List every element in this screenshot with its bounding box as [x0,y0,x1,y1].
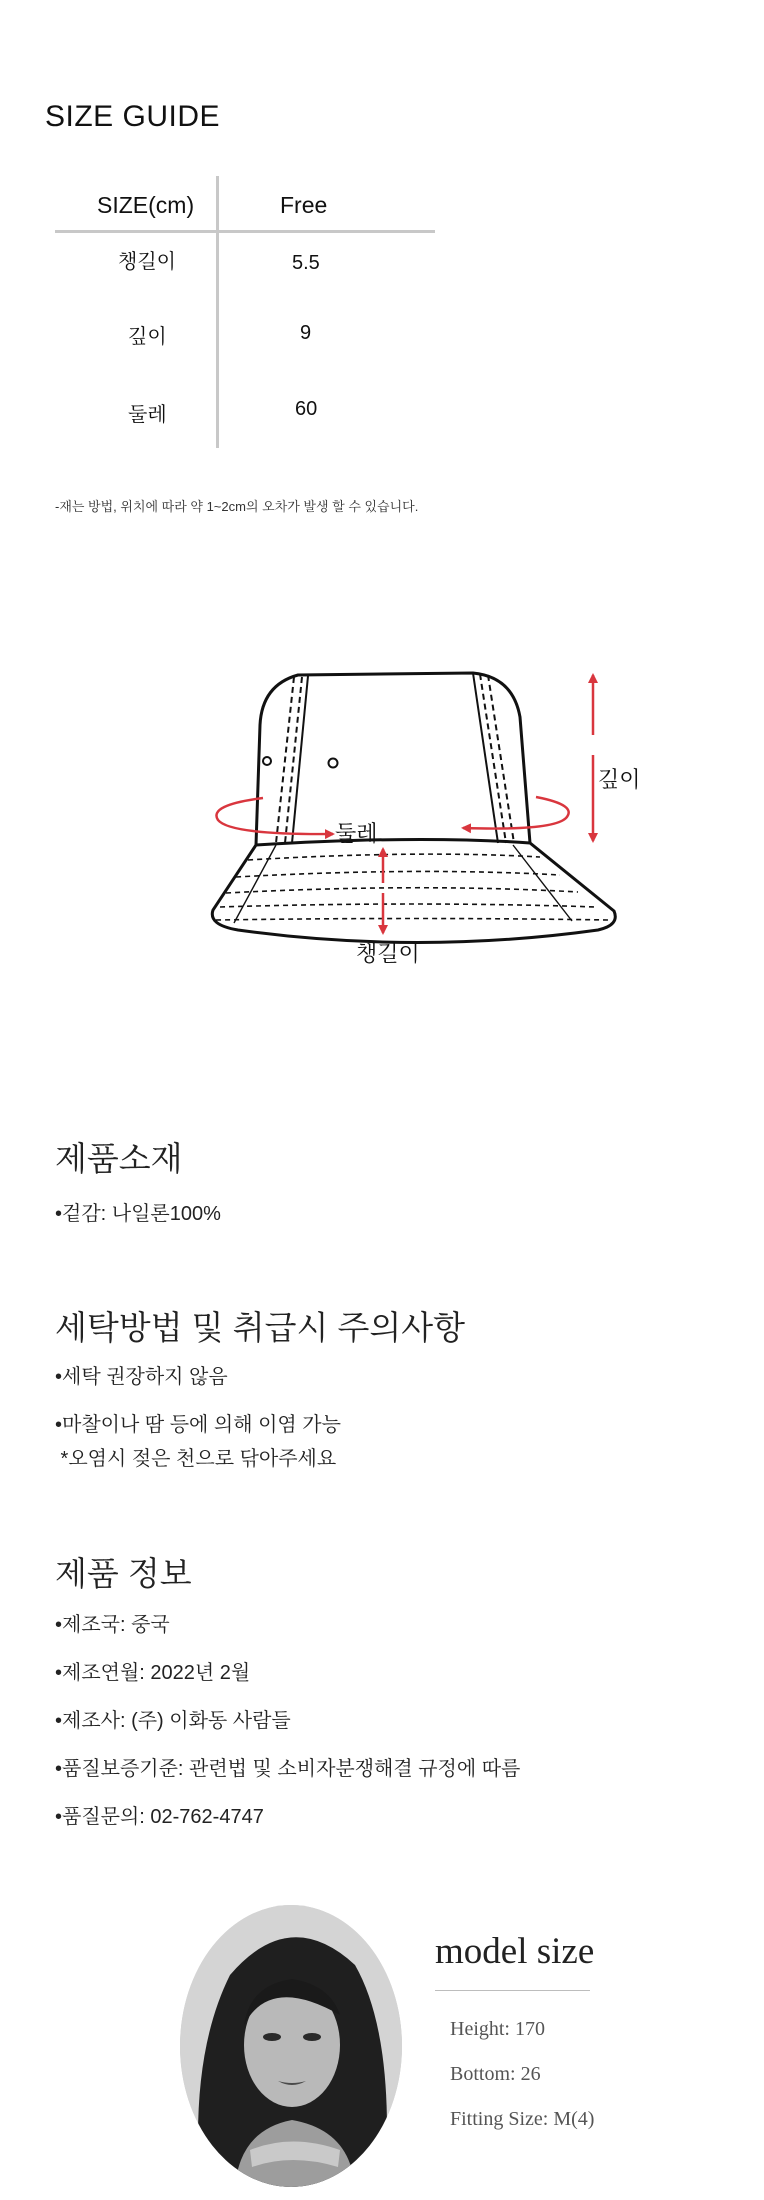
product-info-item: •품질문의: 02-762-4747 [55,1806,264,1828]
table-header-divider [55,230,435,233]
product-info-item: •제조사: (주) 이화동 사람들 [55,1710,291,1732]
row-value-circumference: 60 [295,398,318,420]
size-column-header: SIZE(cm) [97,192,195,218]
model-title-divider [435,1990,590,1991]
model-bottom: Bottom: 26 [450,2063,541,2085]
material-title: 제품소재 [55,1140,183,1177]
row-value-brim: 5.5 [292,252,320,274]
model-fitting-size: Fitting Size: M(4) [450,2108,595,2130]
depth-label: 깊이 [598,767,641,792]
care-item: •세탁 권장하지 않음 [55,1366,228,1388]
size-guide-title: SIZE GUIDE [45,100,221,133]
model-size-title: model size [435,1931,595,1972]
brim-label: 챙길이 [356,941,420,966]
model-photo [180,1905,402,2187]
model-portrait-image [180,1905,402,2187]
table-column-divider [216,176,219,448]
care-item: •마찰이나 땀 등에 의해 이염 가능 [55,1414,341,1436]
row-label-circumference: 둘레 [128,404,167,426]
free-column-header: Free [280,192,328,218]
row-value-depth: 9 [300,322,312,344]
measurement-note: -재는 방법, 위치에 따라 약 1~2cm의 오차가 발생 할 수 있습니다. [55,499,419,514]
product-info-item: •품질보증기준: 관련법 및 소비자분쟁해결 규정에 따름 [55,1758,521,1780]
bucket-hat-illustration [168,655,668,985]
product-info-item: •제조국: 중국 [55,1614,170,1636]
hat-diagram [168,655,668,990]
product-info-item: •제조연월: 2022년 2월 [55,1662,251,1684]
care-title: 세탁방법 및 취급시 주의사항 [55,1309,466,1346]
model-height: Height: 170 [450,2018,545,2040]
circumference-label: 둘레 [335,821,378,846]
row-label-brim: 챙길이 [118,251,176,273]
row-label-depth: 깊이 [128,326,167,348]
care-item: *오염시 젖은 천으로 닦아주세요 [55,1448,337,1470]
product-info-title: 제품 정보 [55,1555,192,1592]
material-item: •겉감: 나일론100% [55,1203,221,1225]
